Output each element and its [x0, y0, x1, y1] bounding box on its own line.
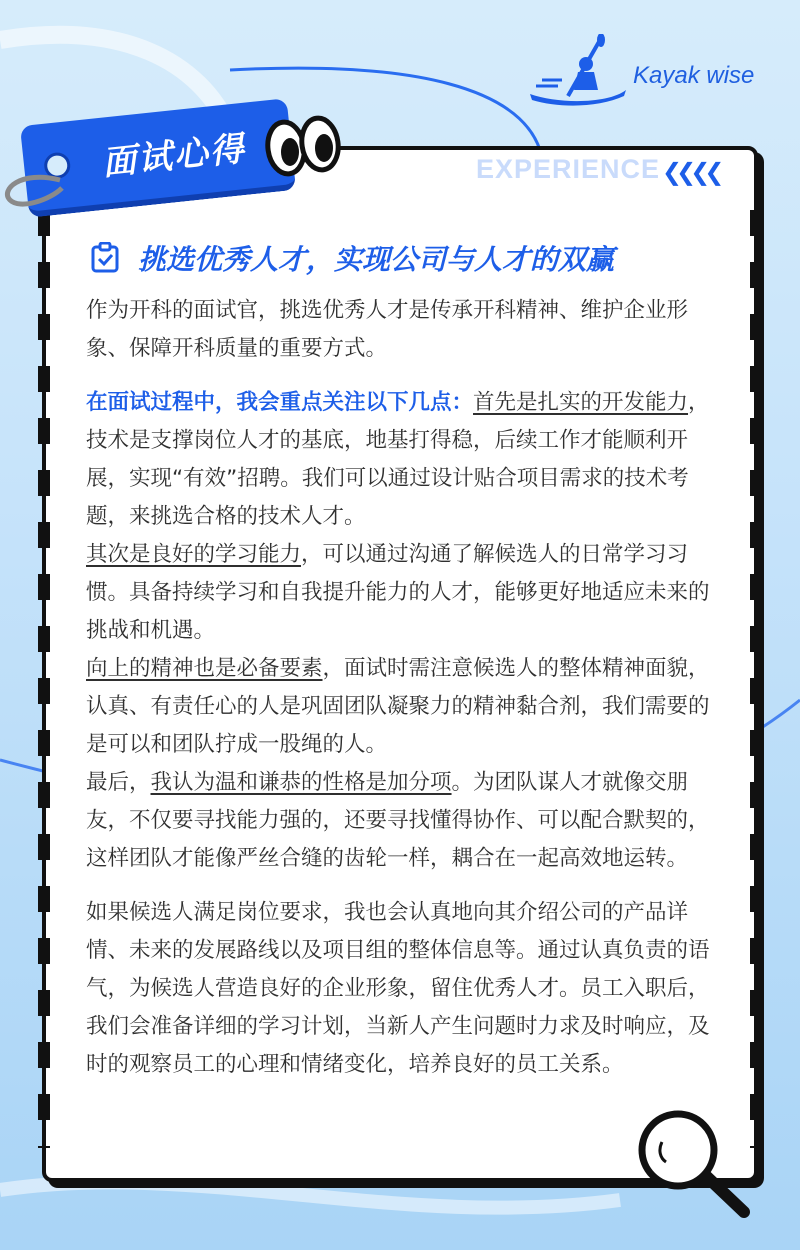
brand-logo	[528, 34, 768, 108]
card-right-dashes	[750, 210, 762, 1148]
point-4-text: 。为团队谋人才就像交朋友，不仅要寻找能力强的，还要寻找懂得协作、可以配合默契的，这样团队才能像严丝合缝的齿轮一样，耦合在一起高效地运转。	[86, 770, 710, 871]
point-2-title: 其次是良好的学习能力	[86, 542, 302, 567]
eyes-icon	[262, 112, 342, 182]
brand-name: Kayak wise	[633, 62, 755, 89]
focus-intro: 在面试过程中，我会重点关注以下几点：	[86, 390, 474, 415]
point-4-title: 我认为温和谦恭的性格是加分项	[150, 770, 452, 795]
article-body	[86, 292, 718, 1084]
paragraph-focus-points	[86, 384, 718, 878]
paragraph-intro: 作为开科的面试官，挑选优秀人才是传承开科精神、维护企业形象、保障开科质量的重要方式。	[86, 298, 689, 361]
card-left-dashes	[38, 210, 50, 1148]
point-1-text: ，技术是支撑岗位人才的基底，地基打得稳，后续工作才能顺利开展，实现“有效”招聘。我们可以通过设计贴合项目需求的技术考题，来挑选合格的技术人才。	[86, 390, 710, 529]
paragraph-closing: 如果候选人满足岗位要求，我也会认真地向其介绍公司的产品详情、未来的发展路线以及项目组的整体信息等。通过认真负责的语气，为候选人营造良好的企业形象，留住优秀人才。员工入职后，我们会准备详细的学习计划，当新人产生问题时力求及时响应，及时的观察员工的心理和情绪变化，培养良好的员工关系。	[86, 900, 710, 1077]
point-2-text: ，可以通过沟通了解候选人的日常学习习惯。具备持续学习和自我提升能力的人才，能够更好地适应未来的挑战和机遇。	[86, 542, 710, 643]
point-3-text: ，面试时需注意候选人的整体精神面貌，认真、有责任心的人是巩固团队凝聚力的精神黏合剂，我们需要的是可以和团队拧成一股绳的人。	[86, 656, 710, 757]
checklist-icon	[90, 242, 122, 274]
point-4-prefix: 最后，	[86, 770, 151, 795]
magnifier-icon	[634, 1108, 764, 1228]
heading-text: 挑选优秀人才，实现公司与人才的双赢	[138, 243, 615, 276]
point-3-title: 向上的精神也是必备要素	[86, 656, 323, 681]
tag-hole	[43, 151, 72, 180]
tag-label: 面试心得	[100, 128, 248, 184]
card-heading	[90, 238, 614, 278]
chevrons-icon: ❮❮❮❮	[662, 158, 719, 186]
point-1-title: 首先是扎实的开发能力	[473, 390, 689, 415]
experience-label: EXPERIENCE	[476, 154, 661, 184]
kayak-logo-icon	[528, 34, 628, 108]
